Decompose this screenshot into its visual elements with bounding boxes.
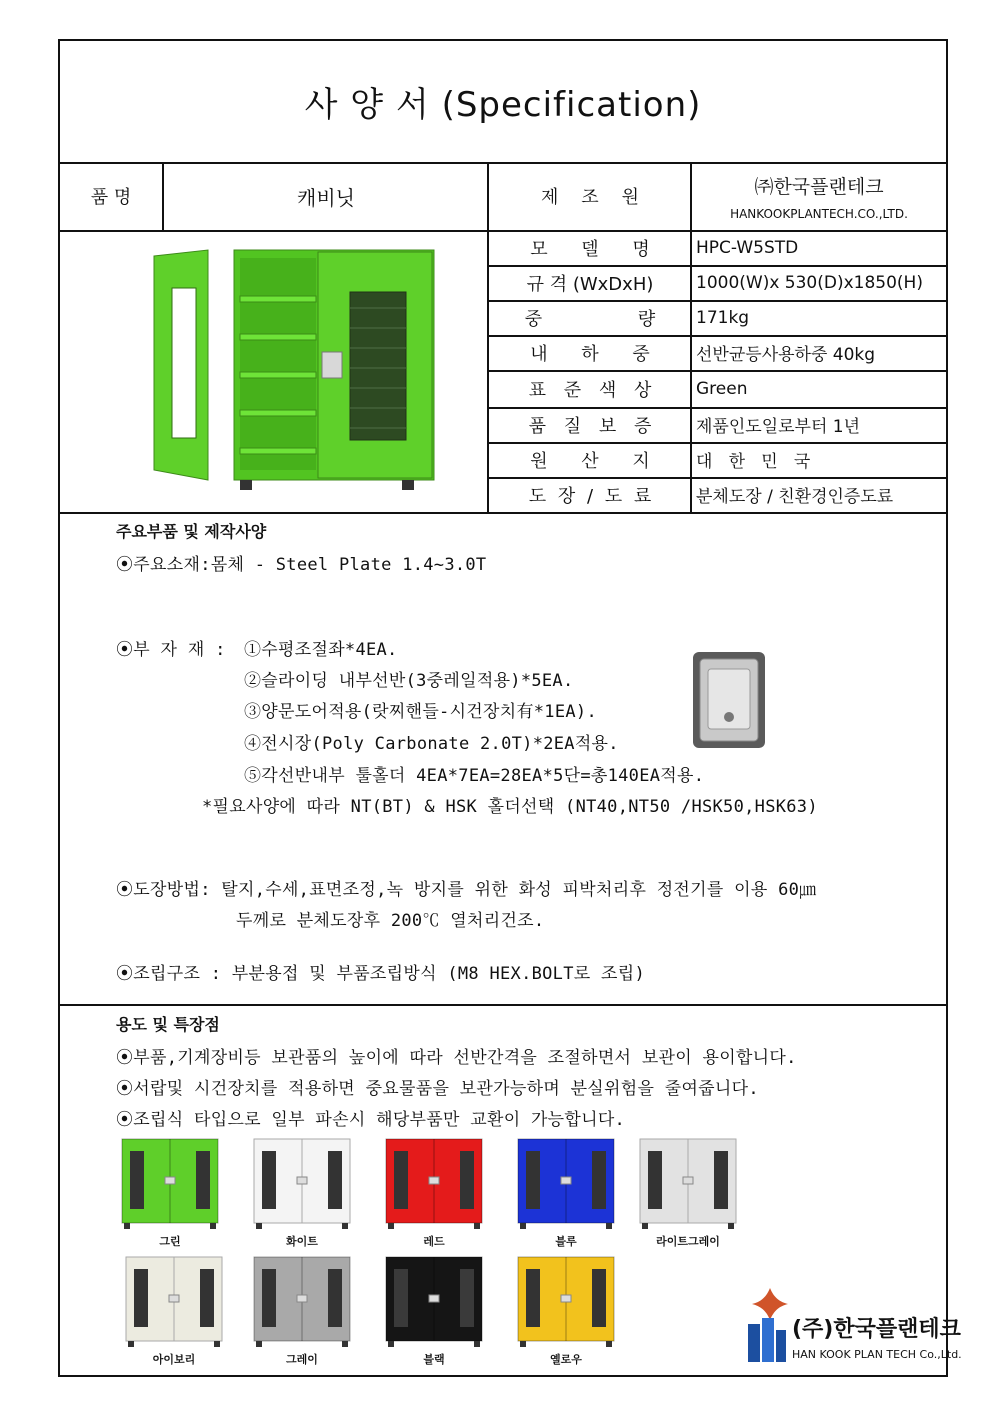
usage-item: ⦿부품,기계장비등 보관품의 높이에 따라 선반간격을 조절하면서 보관이 용이합니다. [116,1048,797,1068]
spec-label: 품 질 보 증 [528,415,652,437]
spec-sheet [58,39,962,1377]
logo-name: (주)한국플랜테크 [792,1317,961,1342]
maker-label: 제 조 원 [541,187,639,208]
spec-row-size [488,265,946,300]
sub-item: ④전시장(Poly Carbonate 2.0T)*2EA적용. [244,734,619,754]
paint-method-line2: 두께로 분체도장후 200℃ 열처리건조. [236,911,545,931]
spec-value: HPC-W5STD [696,237,799,258]
assembly-structure: ⦿조립구조 : 부분용접 및 부품조립방식 (M8 HEX.BOLT로 조립) [116,964,645,984]
spec-row-weight [488,300,946,335]
page-title: 사 양 서 (Specification) [304,85,702,125]
spec-label: 표 준 색 상 [528,379,652,401]
spec-value: Green [696,378,748,399]
spec-value: 1000(W)x 530(D)x1850(H) [696,272,923,293]
cabinet-swatch-icon [252,1137,352,1231]
title-row [60,41,946,164]
main-material: ⦿주요소재:몸체 - Steel Plate 1.4~3.0T [116,555,487,575]
latch-handle-image [692,651,766,749]
spec-row-load [488,335,946,370]
color-swatch [516,1255,616,1375]
cabinet-swatch-icon [124,1255,224,1349]
color-swatch-label: 라이트그레이 [656,1235,720,1248]
spec-row-model [488,230,946,265]
parts-heading: 주요부품 및 제작사양 [116,522,267,541]
sub-item: ②슬라이딩 내부선반(3중레일적용)*5EA. [244,671,574,691]
spec-row-color [488,370,946,407]
color-swatch-label: 아이보리 [152,1353,196,1366]
sub-material-label: ⦿부 자 재 : [116,640,226,660]
color-swatch-label: 그레이 [286,1353,318,1366]
sub-item: ③양문도어적용(랏찌핸들-시건장치有*1EA). [244,702,597,722]
usage-heading: 용도 및 특장점 [116,1015,220,1034]
usage-item: ⦿서랍및 시건장치를 적용하면 중요물품을 보관가능하며 분실위험을 줄여줍니다. [116,1079,759,1099]
product-image [148,248,438,498]
spec-value: 선반균등사용하중 40kg [696,345,876,365]
option-note: *필요사양에 따라 NT(BT) & HSK 홀더선택 (NT40,NT50 /HSK50,HSK63) [202,797,818,817]
color-swatch-label: 블루 [555,1235,577,1248]
color-swatch [252,1255,352,1375]
color-swatch-label: 블랙 [423,1353,445,1366]
spec-area [60,230,946,514]
spec-label: 원 산 지 [530,450,650,472]
paint-method-line1: ⦿도장방법: 탈지,수세,표면조정,녹 방지를 위한 화성 피박처리후 정전기를 이용 60㎛ [116,880,817,900]
color-swatch [384,1255,484,1375]
spec-label: 중 량 [524,308,656,330]
cabinet-swatch-icon [638,1137,738,1231]
spec-row-origin [488,442,946,477]
spec-value: 171kg [696,307,750,328]
company-logo [740,1284,962,1374]
color-swatch-label: 그린 [159,1235,181,1248]
color-swatch-label: 옐로우 [550,1353,582,1366]
sub-item: ⑤각선반내부 툴홀더 4EA*7EA=28EA*5단=총140EA적용. [244,766,705,786]
color-swatch-label: 화이트 [286,1235,318,1248]
spec-row-warranty [488,407,946,442]
color-swatch [120,1137,220,1257]
color-swatch [516,1137,616,1257]
color-swatch [638,1137,738,1257]
color-swatch [124,1255,224,1375]
product-value: 캐비닛 [297,185,355,210]
usage-item: ⦿조립식 타입으로 일부 파손시 해당부품만 교환이 가능합니다. [116,1110,626,1130]
cabinet-swatch-icon [384,1137,484,1231]
spec-value: 제품인도일로부터 1년 [696,417,861,437]
maker-name-en: HANKOOKPLANTECH.CO.,LTD. [730,206,908,221]
header-row [60,162,946,232]
cabinet-swatch-icon [252,1255,352,1349]
color-swatch [252,1137,352,1257]
spec-label: 모 델 명 [530,238,650,260]
spec-value: 대 한 민 국 [696,452,811,472]
sub-item: ①수평조절좌*4EA. [244,640,398,660]
spec-label: 규 격 (WxDxH) [526,273,654,295]
spec-value: 분체도장 / 친환경인증도료 [696,487,894,507]
cabinet-swatch-icon [516,1255,616,1349]
spec-row-paint [488,477,946,512]
spec-label: 도 장 / 도 료 [528,485,652,507]
logo-name-en: HAN KOOK PLAN TECH Co.,Ltd. [792,1348,962,1361]
cabinet-swatch-icon [384,1255,484,1349]
logo-mark-icon [740,1284,800,1364]
color-swatch-label: 레드 [423,1235,445,1248]
cabinet-swatch-icon [516,1137,616,1231]
cabinet-swatch-icon [120,1137,220,1231]
color-swatch [384,1137,484,1257]
product-label: 품 명 [90,187,132,208]
maker-name: ㈜한국플랜테크 [754,175,884,198]
spec-label: 내 하 중 [530,343,650,365]
green-cabinet-open-illustration [148,248,438,498]
maker-cell [692,162,946,230]
